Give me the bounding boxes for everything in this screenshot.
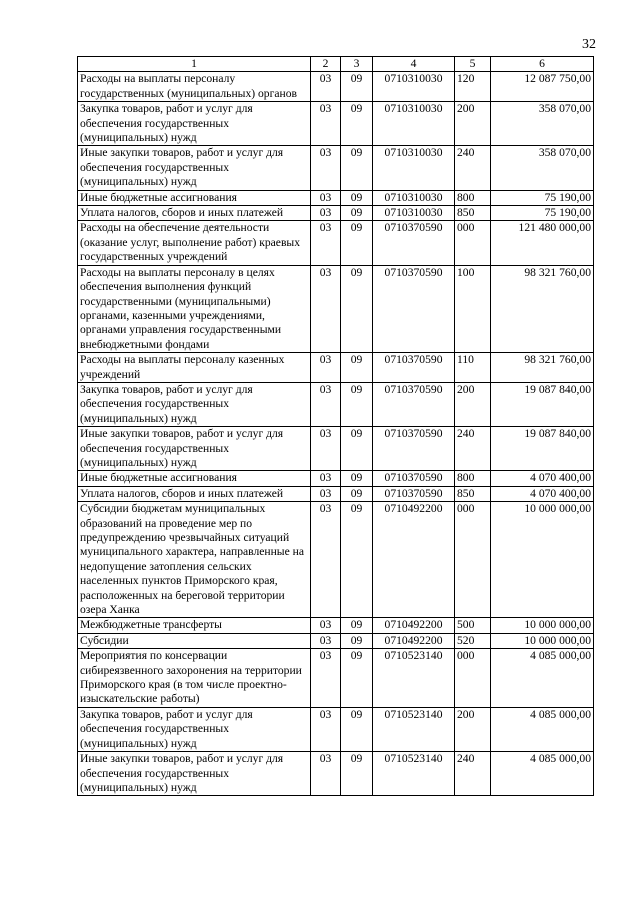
row-amount: 4 070 400,00 xyxy=(491,471,594,486)
row-section-code: 03 xyxy=(311,353,341,383)
row-amount: 4 085 000,00 xyxy=(491,707,594,751)
row-description: Уплата налогов, сборов и иных платежей xyxy=(78,206,311,221)
row-subsection-code: 09 xyxy=(341,265,373,352)
row-expense-type: 800 xyxy=(455,471,491,486)
table-row xyxy=(78,471,594,486)
row-amount: 358 070,00 xyxy=(491,146,594,190)
row-expense-type: 500 xyxy=(455,618,491,633)
row-amount: 19 087 840,00 xyxy=(491,427,594,471)
row-section-code: 03 xyxy=(311,206,341,221)
table-row xyxy=(78,707,594,751)
row-description: Иные бюджетные ассигнования xyxy=(78,190,311,205)
row-target-article: 0710492200 xyxy=(373,633,455,648)
row-expense-type: 120 xyxy=(455,72,491,102)
row-amount: 75 190,00 xyxy=(491,206,594,221)
row-description: Иные закупки товаров, работ и услуг для обеспечения государственных (муниципальных) нужд xyxy=(78,427,311,471)
row-description: Расходы на обеспечение деятельности (оказание услуг, выполнение работ) краевых государственных учреждений xyxy=(78,221,311,265)
row-amount: 121 480 000,00 xyxy=(491,221,594,265)
row-subsection-code: 09 xyxy=(341,190,373,205)
row-amount: 19 087 840,00 xyxy=(491,382,594,426)
row-subsection-code: 09 xyxy=(341,353,373,383)
page-number: 32 xyxy=(582,37,596,52)
row-amount: 10 000 000,00 xyxy=(491,633,594,648)
row-subsection-code: 09 xyxy=(341,633,373,648)
row-amount: 12 087 750,00 xyxy=(491,72,594,102)
table-row xyxy=(78,633,594,648)
row-amount: 358 070,00 xyxy=(491,102,594,146)
row-section-code: 03 xyxy=(311,618,341,633)
table-row xyxy=(78,146,594,190)
table-row xyxy=(78,206,594,221)
row-target-article: 0710492200 xyxy=(373,502,455,618)
row-subsection-code: 09 xyxy=(341,427,373,471)
row-expense-type: 000 xyxy=(455,221,491,265)
row-expense-type: 240 xyxy=(455,427,491,471)
row-description: Субсидии xyxy=(78,633,311,648)
budget-table xyxy=(77,56,594,796)
table-row xyxy=(78,618,594,633)
row-description: Закупка товаров, работ и услуг для обеспечения государственных (муниципальных) нужд xyxy=(78,382,311,426)
row-description: Субсидии бюджетам муниципальных образований на проведение мер по предупреждению чрезвычайных ситуаций муниципального характера, направленные на недопущение затопления сельских населенных пунктов Приморского края, расположенных на береговой территории озера Ханка xyxy=(78,502,311,618)
row-expense-type: 000 xyxy=(455,502,491,618)
row-target-article: 0710370590 xyxy=(373,382,455,426)
row-target-article: 0710523140 xyxy=(373,752,455,796)
row-description: Закупка товаров, работ и услуг для обеспечения государственных (муниципальных) нужд xyxy=(78,102,311,146)
row-amount: 10 000 000,00 xyxy=(491,502,594,618)
row-section-code: 03 xyxy=(311,471,341,486)
row-description: Иные закупки товаров, работ и услуг для обеспечения государственных (муниципальных) нужд xyxy=(78,146,311,190)
row-subsection-code: 09 xyxy=(341,72,373,102)
row-subsection-code: 09 xyxy=(341,486,373,501)
column-header: 2 xyxy=(311,57,341,72)
row-section-code: 03 xyxy=(311,382,341,426)
row-target-article: 0710370590 xyxy=(373,486,455,501)
row-target-article: 0710523140 xyxy=(373,707,455,751)
row-description: Уплата налогов, сборов и иных платежей xyxy=(78,486,311,501)
table-row xyxy=(78,502,594,618)
row-expense-type: 520 xyxy=(455,633,491,648)
row-target-article: 0710310030 xyxy=(373,206,455,221)
row-expense-type: 200 xyxy=(455,707,491,751)
row-amount: 98 321 760,00 xyxy=(491,353,594,383)
row-expense-type: 240 xyxy=(455,752,491,796)
row-section-code: 03 xyxy=(311,502,341,618)
row-amount: 4 085 000,00 xyxy=(491,649,594,708)
row-expense-type: 850 xyxy=(455,486,491,501)
row-amount: 4 085 000,00 xyxy=(491,752,594,796)
table-row xyxy=(78,221,594,265)
row-description: Иные бюджетные ассигнования xyxy=(78,471,311,486)
row-expense-type: 850 xyxy=(455,206,491,221)
row-description: Межбюджетные трансферты xyxy=(78,618,311,633)
row-target-article: 0710310030 xyxy=(373,190,455,205)
row-description: Расходы на выплаты персоналу государственных (муниципальных) органов xyxy=(78,72,311,102)
row-target-article: 0710370590 xyxy=(373,471,455,486)
row-target-article: 0710310030 xyxy=(373,102,455,146)
row-expense-type: 000 xyxy=(455,649,491,708)
row-section-code: 03 xyxy=(311,486,341,501)
table-row xyxy=(78,382,594,426)
row-section-code: 03 xyxy=(311,633,341,648)
row-description: Иные закупки товаров, работ и услуг для обеспечения государственных (муниципальных) нужд xyxy=(78,752,311,796)
row-subsection-code: 09 xyxy=(341,502,373,618)
table-row xyxy=(78,265,594,352)
table-row xyxy=(78,752,594,796)
table-row xyxy=(78,190,594,205)
row-description: Расходы на выплаты персоналу казенных учреждений xyxy=(78,353,311,383)
row-subsection-code: 09 xyxy=(341,382,373,426)
column-header: 5 xyxy=(455,57,491,72)
row-section-code: 03 xyxy=(311,649,341,708)
column-header: 6 xyxy=(491,57,594,72)
row-subsection-code: 09 xyxy=(341,752,373,796)
table-row xyxy=(78,649,594,708)
row-section-code: 03 xyxy=(311,102,341,146)
row-description: Закупка товаров, работ и услуг для обеспечения государственных (муниципальных) нужд xyxy=(78,707,311,751)
row-section-code: 03 xyxy=(311,190,341,205)
row-target-article: 0710310030 xyxy=(373,72,455,102)
row-subsection-code: 09 xyxy=(341,618,373,633)
row-subsection-code: 09 xyxy=(341,102,373,146)
table-row xyxy=(78,427,594,471)
table-row xyxy=(78,72,594,102)
column-header: 1 xyxy=(78,57,311,72)
row-target-article: 0710370590 xyxy=(373,265,455,352)
row-description: Расходы на выплаты персоналу в целях обеспечения выполнения функций государственными (муниципальными) органами, казенными учреждениями, органами управления государственными внебюджетными фондами xyxy=(78,265,311,352)
row-section-code: 03 xyxy=(311,221,341,265)
row-section-code: 03 xyxy=(311,427,341,471)
row-expense-type: 200 xyxy=(455,382,491,426)
table-header-row xyxy=(78,57,594,72)
row-target-article: 0710523140 xyxy=(373,649,455,708)
row-subsection-code: 09 xyxy=(341,649,373,708)
row-target-article: 0710310030 xyxy=(373,146,455,190)
row-amount: 4 070 400,00 xyxy=(491,486,594,501)
row-subsection-code: 09 xyxy=(341,471,373,486)
row-target-article: 0710492200 xyxy=(373,618,455,633)
row-subsection-code: 09 xyxy=(341,221,373,265)
row-target-article: 0710370590 xyxy=(373,427,455,471)
column-header: 3 xyxy=(341,57,373,72)
row-target-article: 0710370590 xyxy=(373,353,455,383)
row-expense-type: 110 xyxy=(455,353,491,383)
row-expense-type: 200 xyxy=(455,102,491,146)
row-amount: 75 190,00 xyxy=(491,190,594,205)
row-section-code: 03 xyxy=(311,146,341,190)
row-expense-type: 240 xyxy=(455,146,491,190)
row-subsection-code: 09 xyxy=(341,707,373,751)
row-amount: 10 000 000,00 xyxy=(491,618,594,633)
row-target-article: 0710370590 xyxy=(373,221,455,265)
row-section-code: 03 xyxy=(311,72,341,102)
table-row xyxy=(78,353,594,383)
column-header: 4 xyxy=(373,57,455,72)
row-section-code: 03 xyxy=(311,752,341,796)
row-subsection-code: 09 xyxy=(341,146,373,190)
row-amount: 98 321 760,00 xyxy=(491,265,594,352)
table-row xyxy=(78,102,594,146)
row-section-code: 03 xyxy=(311,707,341,751)
row-description: Мероприятия по консервации сибиреязвенного захоронения на территории Приморского края (в том числе проектно-изыскательские работы) xyxy=(78,649,311,708)
row-expense-type: 800 xyxy=(455,190,491,205)
row-section-code: 03 xyxy=(311,265,341,352)
table-row xyxy=(78,486,594,501)
row-subsection-code: 09 xyxy=(341,206,373,221)
row-expense-type: 100 xyxy=(455,265,491,352)
